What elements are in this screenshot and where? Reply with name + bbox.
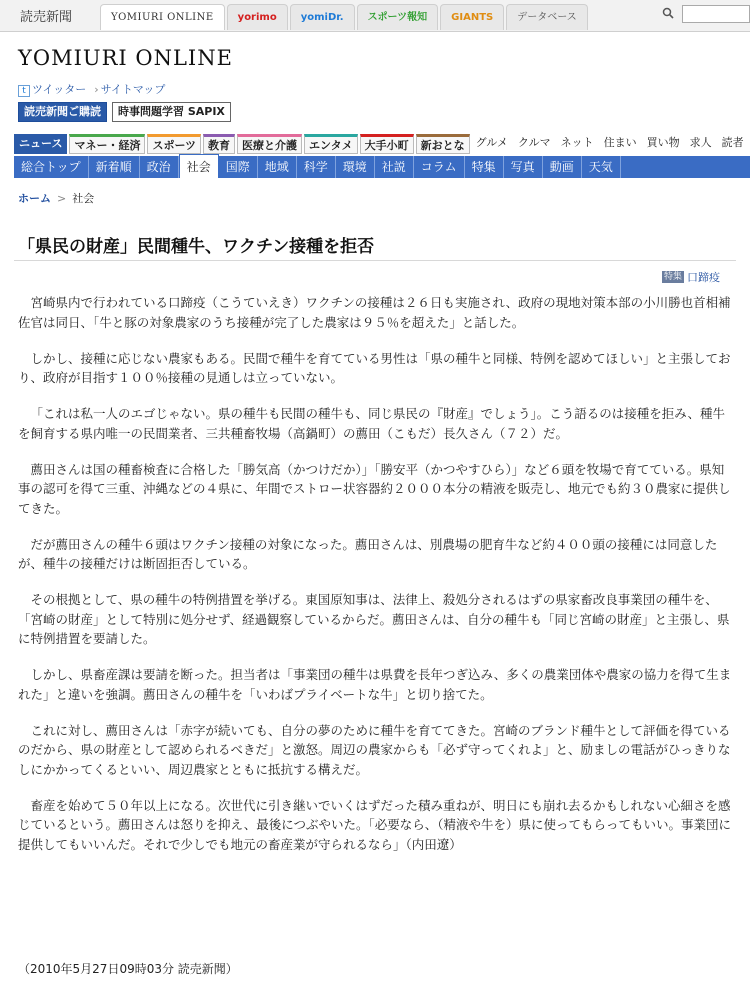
utility-links <box>18 81 165 97</box>
arrow-icon: › <box>94 83 99 96</box>
subnav-video[interactable]: 動画 <box>543 156 582 178</box>
article-paragraph: しかし、県畜産課は要請を断った。担当者は「事業団の種牛は県費を長年つぎ込み、多くの農業団体や農家の協力を得て生まれた」と違いを強調。薦田さんの種牛を「いわばプライベートな牛」と切り捨てた。 <box>18 667 732 702</box>
promo-banners <box>18 102 231 122</box>
breadcrumb-separator: > <box>57 191 67 205</box>
article-paragraph: 宮崎県内で行われている口蹄疫（こうていえき）ワクチンの接種は２６日も実施され、政府の現地対策本部の小川勝也首相補佐官は同日、「牛と豚の対象農家のうち接種が完了した農家は９５％を超えた」と話した。 <box>18 295 731 330</box>
subnav-science[interactable]: 科学 <box>297 156 336 178</box>
subnav-politics[interactable]: 政治 <box>140 156 179 178</box>
article-headline: 「県民の財産」民間種牛、ワクチン接種を拒否 <box>18 237 375 257</box>
tab-sports-hochi[interactable]: スポーツ報知 <box>357 4 439 30</box>
tab-yomidr[interactable]: yomiDr. <box>290 4 355 30</box>
subnav-editorial[interactable]: 社説 <box>375 156 414 178</box>
cat-gourmet[interactable]: グルメ <box>475 136 508 149</box>
cat-readers[interactable]: 読者 <box>721 136 744 149</box>
cat-housing[interactable]: 住まい <box>603 136 637 149</box>
subnav-international[interactable]: 国際 <box>219 156 258 178</box>
news-subnav <box>14 156 750 178</box>
subnav-photo[interactable]: 写真 <box>504 156 543 178</box>
tab-yomiuri-online[interactable]: YOMIURI ONLINE <box>100 4 225 30</box>
subnav-special[interactable]: 特集 <box>465 156 504 178</box>
breadcrumb-current[interactable]: 社会 <box>72 192 95 205</box>
article-paragraph: 「これは私一人のエゴじゃない。県の種牛も民間の種牛も、同じ県民の『財産』でしょう」。こう語るのは接種を拒み、種牛を飼育する県内唯一の民間業者、三共種畜牧場（高鍋町）の薦田（こもだ）長久さん（７２）だ。 <box>18 406 726 441</box>
cat-car[interactable]: クルマ <box>517 136 551 149</box>
cat-otona[interactable]: 新おとな <box>416 134 470 154</box>
twitter-link[interactable] <box>18 81 86 97</box>
cat-news[interactable]: ニュース <box>14 134 67 154</box>
subnav-latest[interactable]: 新着順 <box>89 156 140 178</box>
tab-yorimo[interactable]: yorimo <box>227 4 288 30</box>
cat-net[interactable]: ネット <box>560 136 594 149</box>
article-paragraph: だが薦田さんの種牛６頭はワクチン接種の対象になった。薦田さんは、別農場の肥育牛など約４００頭の接種には同意したが、種牛の接種だけは断固拒否している。 <box>18 536 718 571</box>
cat-shopping[interactable]: 買い物 <box>646 136 680 149</box>
search-input[interactable] <box>682 5 750 23</box>
article-paragraph: しかし、接種に応じない農家もある。民間で種牛を育てている男性は「県の種牛と同様、特例を認めてほしい」と主張しており、政府が目指す１００％接種の見通しは立っていない。 <box>18 350 731 385</box>
cat-entertainment[interactable]: エンタメ <box>304 134 358 154</box>
breadcrumb-home[interactable]: ホーム <box>18 192 51 205</box>
cat-medical[interactable]: 医療と介護 <box>237 134 302 154</box>
special-tag <box>662 269 720 285</box>
tab-database[interactable]: データベース <box>506 4 588 30</box>
subnav-top[interactable]: 総合トップ <box>14 156 89 178</box>
subnav-column[interactable]: コラム <box>414 156 465 178</box>
article-paragraph: これに対し、薦田さんは「赤字が続いても、自分の夢のために種牛を育ててきた。宮崎のブランド種牛として評価を得ているのだから、県の財産として認められるべきだ」と激怒。周辺の農家からも「必ず守ってくれよ」と、励ましの電話がひっきりなしにかかってくるといい、周辺農家とともに抵抗する構えだ。 <box>18 722 731 777</box>
cat-sports[interactable]: スポーツ <box>147 134 201 154</box>
category-nav <box>14 134 748 154</box>
cat-jobs[interactable]: 求人 <box>689 136 712 149</box>
headline-divider <box>14 260 736 261</box>
subscribe-banner[interactable]: 読売新聞ご購読 <box>18 102 107 122</box>
cat-money[interactable]: マネー・経済 <box>69 134 145 154</box>
breadcrumb <box>18 190 94 206</box>
article-paragraph: 畜産を始めて５０年以上になる。次世代に引き継いでいくはずだった積み重ねが、明日にも崩れ去るかもしれない心細さを感じているという。薦田さんは怒りを抑え、最後につぶやいた。「必要なら、（精液や牛を）県に使ってもらってもいい。事業団に提供してもいいんだ。それで少しでも地元の畜産業が守られるなら」（内田遼） <box>18 797 732 852</box>
twitter-link-label[interactable]: ツイッター <box>32 83 87 96</box>
article-paragraph: その根拠として、県の種牛の特例措置を挙げる。東国原知事は、法律上、殺処分されるはずの県家畜改良事業団の種牛を、「宮崎の財産」として特別に処分せず、経過観察しているからだ。薦田さんは、自分の種牛も「同じ宮崎の財産」と主張し、県に特例措置を要請した。 <box>18 592 730 646</box>
twitter-icon: t <box>18 85 30 97</box>
cat-education[interactable]: 教育 <box>203 134 235 154</box>
article-dateline: （2010年5月27日09時03分 読売新聞） <box>18 962 238 976</box>
yomiuri-brand-link[interactable]: 読売新聞 <box>20 10 73 25</box>
special-topic-link[interactable]: 口蹄疫 <box>687 271 720 284</box>
sapix-banner[interactable]: 時事問題学習 SAPIX <box>112 102 231 122</box>
sitemap-link-label[interactable]: サイトマップ <box>100 83 166 96</box>
subnav-regional[interactable]: 地域 <box>258 156 297 178</box>
special-badge: 特集 <box>663 272 682 282</box>
cat-komachi[interactable]: 大手小町 <box>360 134 414 154</box>
site-logo[interactable]: YOMIURI ONLINE <box>18 46 233 70</box>
top-service-bar <box>0 0 750 32</box>
subnav-society[interactable]: 社会 <box>179 154 219 178</box>
article-body <box>18 293 732 871</box>
subnav-environment[interactable]: 環境 <box>336 156 375 178</box>
search-icon[interactable] <box>662 7 674 19</box>
subnav-weather[interactable]: 天気 <box>582 156 621 178</box>
service-tabs <box>100 4 588 30</box>
article-paragraph: 薦田さんは国の種畜検査に合格した「勝気高（かつけだか）」「勝安平（かつやすひら）」など６頭を牧場で育てている。県知事の認可を得て三重、沖縄などの４県に、年間でストロー状容器約２０００本分の精液を販売し、地元でも約３０農家に提供してきた。 <box>18 461 731 516</box>
sitemap-link[interactable] <box>94 81 165 97</box>
tab-giants[interactable]: GIANTS <box>440 4 504 30</box>
